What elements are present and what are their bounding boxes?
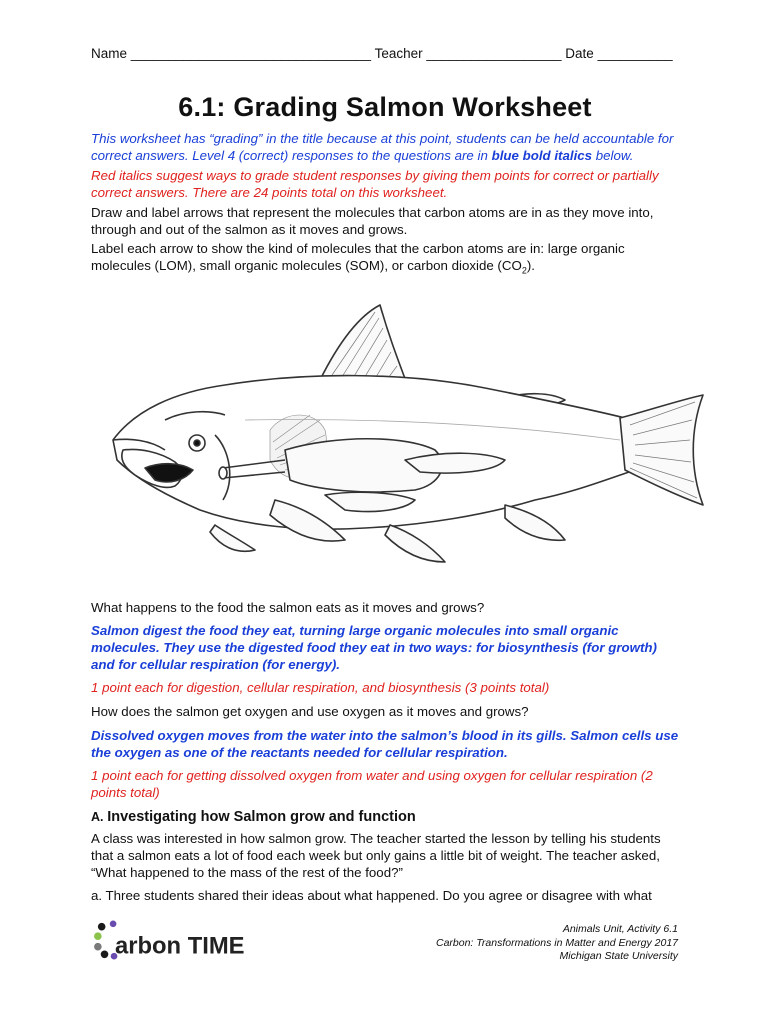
instruction-arrows: Draw and label arrows that represent the molecules that carbon atoms are in as they move into, through and out of the salmon as it moves and grows. — [91, 205, 654, 237]
instruction-labels-text: Label each arrow to show the kind of molecules that the carbon atoms are in: large organic molecules (LOM), small organic molecules (SOM), or carbon dioxide (CO — [91, 241, 625, 273]
section-a-item-a: a. Three students shared their ideas about what happened. Do you agree or disagree with what — [91, 888, 652, 903]
date-label: Date — [565, 46, 594, 61]
footer-line3: Michigan State University — [559, 950, 678, 962]
footer-credits — [436, 923, 678, 964]
section-a-title: Investigating how Salmon grow and function — [107, 809, 416, 825]
footer-line1: Animals Unit, Activity 6.1 — [562, 923, 678, 935]
teacher-label: Teacher — [374, 46, 423, 61]
footer-line2: Carbon: Transformations in Matter and Energy 2017 — [435, 936, 678, 949]
section-a-letter: A. — [91, 810, 104, 824]
intro-blue-end: below. — [592, 148, 634, 163]
q1-question: What happens to the food the salmon eats as it moves and grows? — [91, 600, 485, 615]
intro-blue-text: This worksheet has “grading” in the title because at this point, students can be held accountable for correct answers. Level 4 (correct) responses to the questions are in — [91, 131, 674, 163]
instruction-labels — [91, 240, 683, 280]
instruction-labels-end: ). — [526, 258, 535, 273]
q2-question: How does the salmon get oxygen and use oxygen as it moves and grows? — [91, 704, 529, 719]
header-fields — [91, 46, 673, 61]
section-a-heading — [91, 808, 683, 826]
tail-fin — [620, 395, 703, 505]
page-title: 6.1: Grading Salmon Worksheet — [178, 92, 592, 122]
name-blank[interactable]: ________________________________ — [130, 46, 372, 61]
intro-blue-note — [91, 130, 683, 164]
q2-grading: 1 point each for getting dissolved oxygen from water and using oxygen for cellular respiration (2 points total) — [91, 768, 653, 800]
co2-subscript: 2 — [521, 265, 527, 276]
q1-answer: Salmon digest the food they eat, turning large organic molecules into small organic molecules. They use the digested food they eat in two ways: for biosynthesis (for growth) and for cellular respiration (for energy). — [91, 623, 657, 672]
teacher-blank[interactable]: __________________ — [426, 46, 562, 61]
intro-blue-bold: blue bold italics — [491, 148, 593, 163]
intro-red-note: Red italics suggest ways to grade student responses by giving them points for correct or partially correct answers. There are 24 points total on this worksheet. — [91, 168, 659, 200]
salmon-illustration — [105, 300, 705, 590]
logo-c-icon — [94, 920, 117, 959]
name-label: Name — [91, 46, 128, 61]
carbon-time-logo — [90, 920, 260, 960]
logo-text: arbon TIME — [115, 932, 245, 960]
q1-grading: 1 point each for digestion, cellular respiration, and biosynthesis (3 points total) — [91, 680, 550, 695]
q2-answer: Dissolved oxygen moves from the water into the salmon’s blood in its gills. Salmon cells use the oxygen as one of the reactants needed for cellular respiration. — [91, 728, 679, 760]
date-blank[interactable]: __________ — [597, 46, 673, 61]
section-a-body: A class was interested in how salmon grow. The teacher started the lesson by telling his students that a salmon eats a lot of food each week but only gains a little bit of weight. The teacher asked, “What happened to the mass of the rest of the food?” — [91, 831, 661, 880]
